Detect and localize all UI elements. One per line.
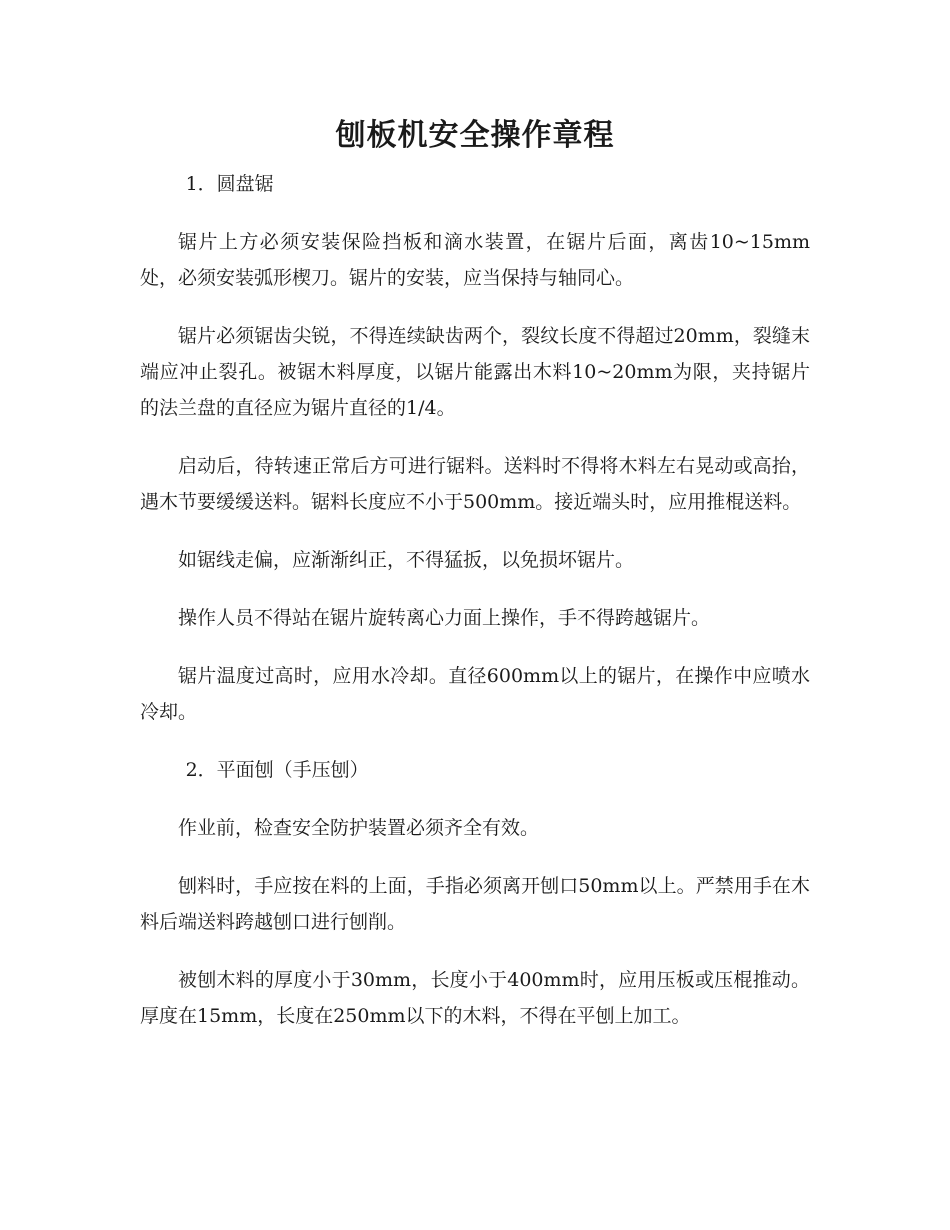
document-title: 刨板机安全操作章程 (335, 118, 615, 153)
paragraph: 锯片温度过高时，应用水冷却。直径600mm以上的锯片，在操作中应喷水冷却。 (140, 665, 810, 723)
paragraph: 如锯线走偏，应渐渐纠正，不得猛扳，以免损坏锯片。 (178, 549, 635, 571)
paragraph: 作业前，检查安全防护装置必须齐全有效。 (178, 817, 540, 839)
section-heading-circular-saw: 1．圆盘锯 (185, 173, 274, 195)
section-heading-surface-planer: 2．平面刨（手压刨） (185, 759, 369, 781)
document-body (140, 166, 810, 1056)
paragraph: 刨料时，手应按在料的上面，手指必须离开刨口50mm以上。严禁用手在木料后端送料跨越刨口进行刨削。 (140, 875, 810, 933)
paragraph: 启动后，待转速正常后方可进行锯料。送料时不得将木料左右晃动或高抬，遇木节要缓缓送料。锯料长度应不小于500mm。接近端头时，应用推棍送料。 (140, 455, 810, 513)
paragraph: 操作人员不得站在锯片旋转离心力面上操作，手不得跨越锯片。 (178, 607, 711, 629)
paragraph: 锯片上方必须安装保险挡板和滴水装置，在锯片后面，离齿10~15mm处，必须安装弧形楔刀。锯片的安装，应当保持与轴同心。 (140, 231, 810, 289)
paragraph: 锯片必须锯齿尖锐，不得连续缺齿两个，裂纹长度不得超过20mm，裂缝末端应冲止裂孔。被锯木料厚度，以锯片能露出木料10~20mm为限，夹持锯片的法兰盘的直径应为锯片直径的1/4。 (140, 325, 810, 419)
paragraph: 被刨木料的厚度小于30mm，长度小于400mm时，应用压板或压棍推动。厚度在15mm，长度在250mm以下的木料，不得在平刨上加工。 (140, 969, 810, 1027)
